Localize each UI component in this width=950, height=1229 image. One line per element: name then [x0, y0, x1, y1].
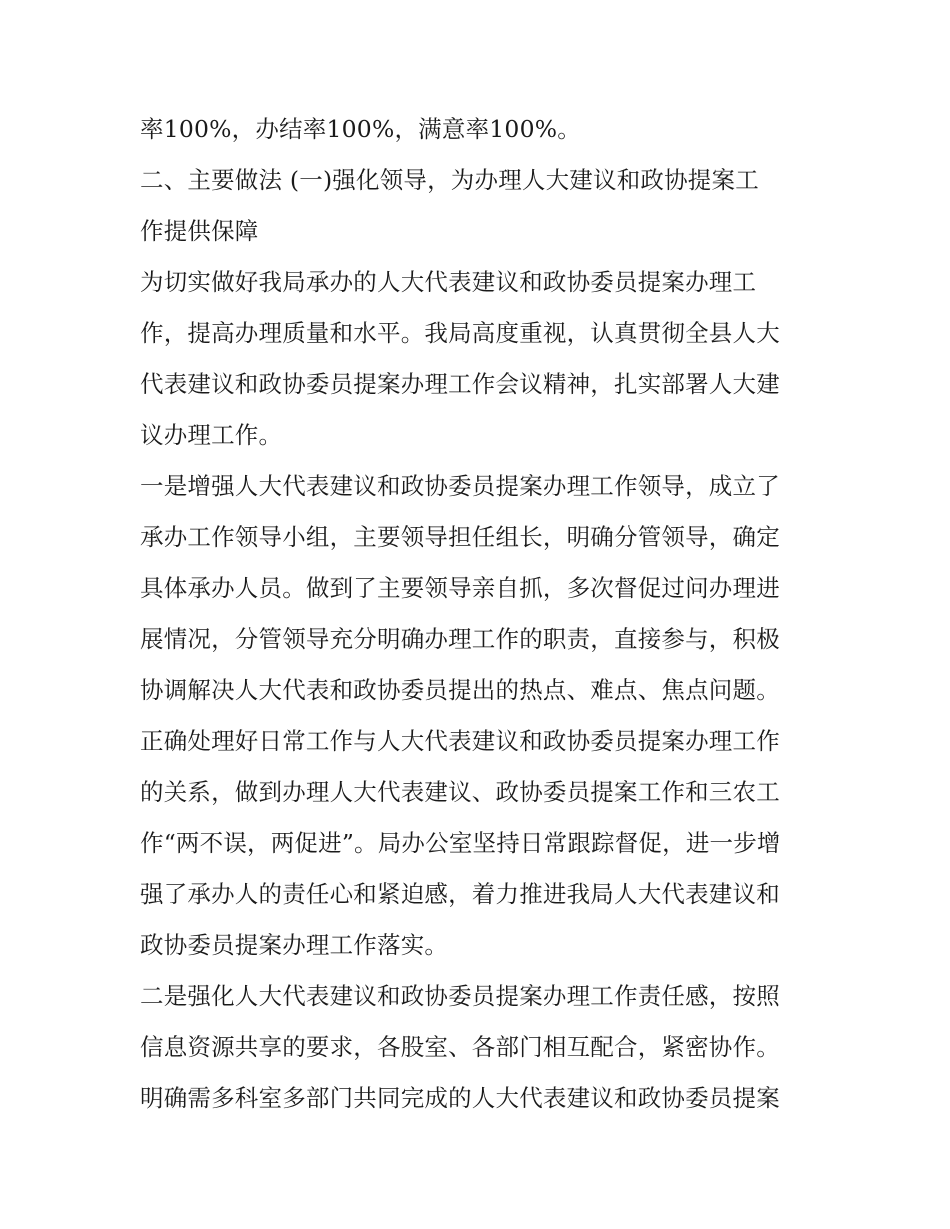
text-line: 代表建议和政协委员提案办理工作会议精神，扎实部署人大建 [140, 370, 780, 398]
text-line: 政协委员提案办理工作落实。 [140, 931, 449, 959]
document-body [140, 104, 830, 1124]
text-line: 为切实做好我局承办的人大代表建议和政协委员提案办理工 [140, 268, 757, 296]
text-line: 强了承办人的责任心和紧迫感，着力推进我局人大代表建议和 [140, 880, 780, 908]
section-heading-line: 作提供保障 [140, 217, 259, 245]
text-line: 率100%，办结率100%，满意率100%。 [140, 115, 581, 143]
text-line: 一是增强人大代表建议和政协委员提案办理工作领导，成立了 [140, 472, 780, 500]
text-line: 承办工作领导小组，主要领导担任组长，明确分管领导，确定 [140, 523, 780, 551]
text-line: 具体承办人员。做到了主要领导亲自抓，多次督促过问办理进 [140, 574, 780, 602]
text-line: 的关系，做到办理人大代表建议、政协委员提案工作和三农工 [140, 778, 780, 806]
text-line: 二是强化人大代表建议和政协委员提案办理工作责任感，按照 [140, 982, 780, 1010]
text-line: 正确处理好日常工作与人大代表建议和政协委员提案办理工作 [140, 727, 780, 755]
text-line: 信息资源共享的要求，各股室、各部门相互配合，紧密协作。 [140, 1033, 780, 1061]
text-line: 协调解决人大代表和政协委员提出的热点、难点、焦点问题。 [140, 676, 780, 704]
text-line: 作“两不误，两促进”。局办公室坚持日常跟踪督促，进一步增 [140, 829, 781, 857]
text-line: 议办理工作。 [140, 421, 283, 449]
section-heading-line: 二、主要做法 (一)强化领导，为办理人大建议和政协提案工 [140, 166, 759, 194]
text-line: 明确需多科室多部门共同完成的人大代表建议和政协委员提案 [140, 1084, 780, 1112]
text-line: 作，提高办理质量和水平。我局高度重视，认真贯彻全县人大 [140, 319, 780, 347]
text-line: 展情况，分管领导充分明确办理工作的职责，直接参与，积极 [140, 625, 780, 653]
